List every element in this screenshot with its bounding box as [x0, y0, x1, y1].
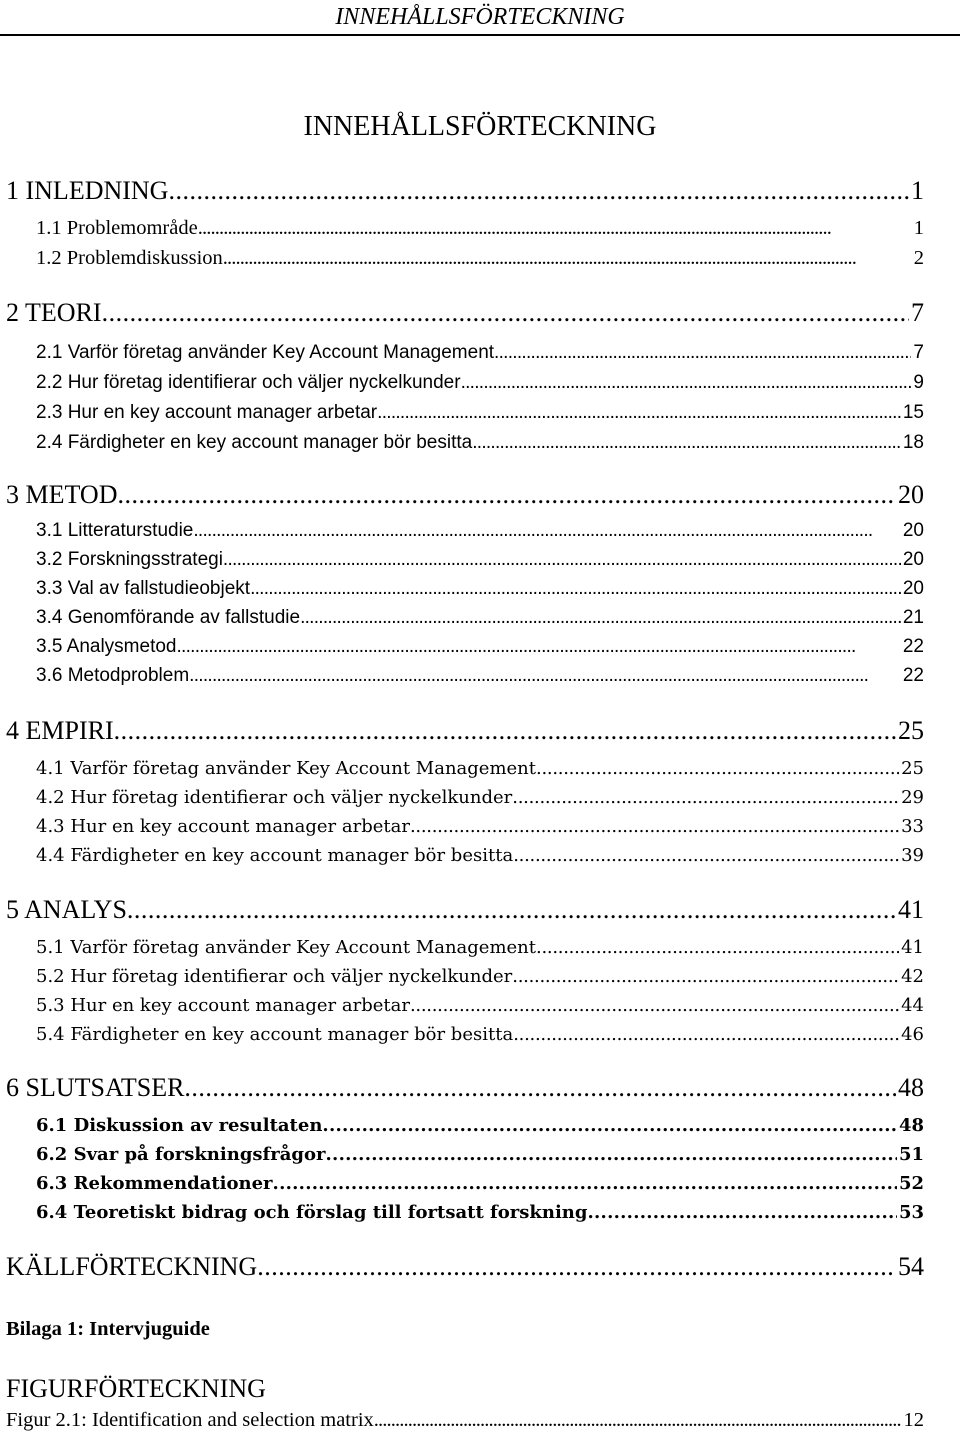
toc-entry-1-2[interactable] — [6, 240, 924, 270]
toc-entry-page: 48 — [898, 1115, 924, 1136]
toc-entry-6-4[interactable] — [6, 1193, 924, 1223]
toc-entry-page: 48 — [898, 1073, 924, 1102]
toc-entry-4-2[interactable] — [6, 778, 924, 808]
dot-leader — [300, 607, 901, 629]
toc-entry-label: 4.3 Hur en key account manager arbetar — [36, 816, 410, 837]
toc-entry-5-4[interactable] — [6, 1015, 924, 1045]
dot-leader — [410, 816, 899, 837]
dot-leader — [189, 665, 901, 687]
toc-entry-label: 2.4 Färdigheter en key account manager bör besitta — [36, 432, 473, 453]
toc-entry-page: 33 — [901, 816, 924, 837]
toc-entry-label: 5.3 Hur en key account manager arbetar — [36, 995, 410, 1016]
toc-entry-label: 3 METOD — [6, 480, 118, 509]
toc-entry-label: 2.2 Hur företag identifierar och väljer nyckelkunder — [36, 372, 461, 393]
toc-entry-2-4[interactable] — [6, 424, 924, 454]
toc-entry-1-1[interactable] — [6, 210, 924, 240]
dot-leader — [102, 298, 909, 328]
toc-entry-page: 7 — [913, 342, 924, 363]
toc-entry-label: 1 INLEDNING — [6, 176, 169, 205]
toc-entry-5-2[interactable] — [6, 957, 924, 987]
running-header: INNEHÅLLSFÖRTECKNING — [335, 4, 625, 30]
toc-entry-page: 15 — [902, 402, 924, 423]
toc-entry-label: 2.1 Varför företag använder Key Account Management — [36, 342, 495, 363]
toc-entry-label: 3.3 Val av fallstudieobjekt — [36, 578, 251, 599]
toc-entry-6-3[interactable] — [6, 1164, 924, 1194]
dot-leader — [273, 1173, 897, 1194]
dot-leader — [410, 995, 899, 1016]
toc-entry-page: 20 — [902, 578, 924, 599]
dot-leader — [587, 1202, 896, 1223]
toc-entry-label: 3.4 Genomförande av fallstudie — [36, 607, 301, 628]
toc-entry-page: 1 — [913, 217, 924, 239]
appendix-entry[interactable]: Bilaga 1: Intervjuguide — [6, 1318, 210, 1340]
dot-leader — [377, 402, 901, 424]
toc-title: INNEHÅLLSFÖRTECKNING — [303, 111, 657, 142]
toc-entry-label: 3.2 Forskningsstrategi — [36, 549, 223, 570]
toc-entry-4-1[interactable] — [6, 749, 924, 779]
toc-entry-6-1[interactable] — [6, 1106, 924, 1136]
figure-entry-page: 12 — [903, 1409, 924, 1431]
toc-entry-2[interactable] — [6, 298, 924, 328]
toc-entry-page: 18 — [902, 432, 924, 453]
toc-entry-page: 51 — [898, 1144, 924, 1165]
dot-leader — [176, 636, 900, 658]
toc-entry-page: 46 — [901, 1024, 924, 1045]
toc-entry-label: 3.1 Litteraturstudie — [36, 520, 194, 541]
dot-leader — [536, 758, 899, 779]
toc-entry-1[interactable] — [6, 176, 924, 206]
toc-entry-label: 1.2 Problemdiskussion — [36, 247, 223, 269]
dot-leader — [494, 342, 911, 364]
dot-leader — [127, 895, 896, 925]
toc-entry-4-3[interactable] — [6, 807, 924, 837]
toc-entry-label: 2 TEORI — [6, 298, 102, 327]
toc-entry-page: 9 — [913, 372, 924, 393]
dot-leader — [117, 480, 896, 510]
toc-entry-page: 20 — [898, 480, 924, 509]
toc-entry-label: 4.1 Varför företag använder Key Account Management — [36, 758, 536, 779]
toc-entry-page: 20 — [902, 549, 924, 570]
dot-leader — [513, 845, 899, 866]
toc-entry-4-4[interactable] — [6, 836, 924, 866]
toc-entry-label: 4 EMPIRI — [6, 716, 114, 745]
dot-leader — [198, 217, 912, 240]
toc-entry-page: 39 — [901, 845, 924, 866]
toc-entry-page: 7 — [911, 298, 924, 327]
dot-leader — [472, 432, 901, 454]
toc-entry-3-3[interactable] — [6, 570, 924, 600]
dot-leader — [513, 1024, 899, 1045]
toc-entry-3-4[interactable] — [6, 599, 924, 629]
toc-entry-page: 41 — [901, 937, 924, 958]
figure-entry-label: Figur 2.1: Identification and selection matrix — [6, 1409, 374, 1431]
toc-entry-page: 52 — [898, 1173, 924, 1194]
toc-entry-page: 25 — [901, 758, 924, 779]
toc-entry-3-2[interactable] — [6, 541, 924, 571]
toc-entry-label: 6 SLUTSATSER — [6, 1073, 185, 1102]
dot-leader — [250, 578, 901, 600]
toc-entry-label: 2.3 Hur en key account manager arbetar — [36, 402, 378, 423]
toc-entry-label: 6.4 Teoretiskt bidrag och förslag till fortsatt forskning — [36, 1202, 588, 1223]
dot-leader — [322, 1115, 897, 1136]
dot-leader — [193, 520, 900, 542]
dot-leader — [512, 966, 899, 987]
dot-leader — [461, 372, 912, 394]
toc-entry-label: KÄLLFÖRTECKNING — [6, 1252, 258, 1281]
header-rule — [0, 34, 960, 36]
toc-entry-label: 5.4 Färdigheter en key account manager bör besitta — [36, 1024, 514, 1045]
toc-entry-page: 20 — [902, 520, 924, 541]
dot-leader — [184, 1073, 896, 1103]
toc-entry-label: 4.2 Hur företag identifierar och väljer nyckelkunder — [36, 787, 513, 808]
toc-entry-3-5[interactable] — [6, 628, 924, 658]
toc-entry-page: 54 — [898, 1252, 924, 1281]
toc-entry-label: 3.6 Metodproblem — [36, 665, 190, 686]
dot-leader — [114, 716, 896, 746]
dot-leader — [512, 787, 899, 808]
toc-entry-label: 3.5 Analysmetod — [36, 636, 177, 657]
dot-leader — [168, 176, 909, 206]
dot-leader — [326, 1144, 897, 1165]
toc-entry-label: 5.2 Hur företag identifierar och väljer nyckelkunder — [36, 966, 513, 987]
toc-entry-label: 5 ANALYS — [6, 895, 127, 924]
toc-entry-2-3[interactable] — [6, 394, 924, 424]
toc-entry-references[interactable] — [6, 1252, 924, 1282]
dot-leader — [536, 937, 899, 958]
dot-leader — [223, 549, 901, 571]
toc-entry-page: 53 — [898, 1202, 924, 1223]
toc-entry-page: 41 — [898, 895, 924, 924]
toc-entry-5[interactable] — [6, 895, 924, 925]
dot-leader — [257, 1252, 896, 1282]
toc-entry-page: 29 — [901, 787, 924, 808]
toc-entry-label: 4.4 Färdigheter en key account manager bör besitta — [36, 845, 514, 866]
toc-entry-page: 22 — [902, 636, 924, 657]
toc-entry-6[interactable] — [6, 1073, 924, 1103]
toc-entry-label: 6.1 Diskussion av resultaten — [36, 1115, 323, 1136]
figure-entry-2-1[interactable] — [6, 1402, 924, 1432]
toc-entry-page: 42 — [901, 966, 924, 987]
figures-heading: FIGURFÖRTECKNING — [6, 1374, 266, 1403]
toc-entry-2-2[interactable] — [6, 364, 924, 394]
toc-entry-3[interactable] — [6, 480, 924, 510]
toc-entry-page: 22 — [902, 665, 924, 686]
toc-entry-label: 1.1 Problemområde — [36, 217, 198, 239]
dot-leader — [223, 247, 912, 270]
toc-entry-label: 6.2 Svar på forskningsfrågor — [36, 1144, 326, 1165]
toc-entry-label: 5.1 Varför företag använder Key Account Management — [36, 937, 536, 958]
toc-entry-page: 2 — [913, 247, 924, 269]
toc-entry-page: 25 — [898, 716, 924, 745]
toc-entry-page: 21 — [902, 607, 924, 628]
toc-entry-2-1[interactable] — [6, 334, 924, 364]
toc-entry-page: 1 — [911, 176, 924, 205]
toc-entry-page: 44 — [901, 995, 924, 1016]
toc-entry-label: 6.3 Rekommendationer — [36, 1173, 273, 1194]
dot-leader — [374, 1409, 902, 1432]
toc-entry-3-1[interactable] — [6, 512, 924, 542]
toc-entry-6-2[interactable] — [6, 1135, 924, 1165]
toc-entry-5-1[interactable] — [6, 928, 924, 958]
toc-entry-3-6[interactable] — [6, 657, 924, 687]
toc-entry-4[interactable] — [6, 716, 924, 746]
toc-entry-5-3[interactable] — [6, 986, 924, 1016]
